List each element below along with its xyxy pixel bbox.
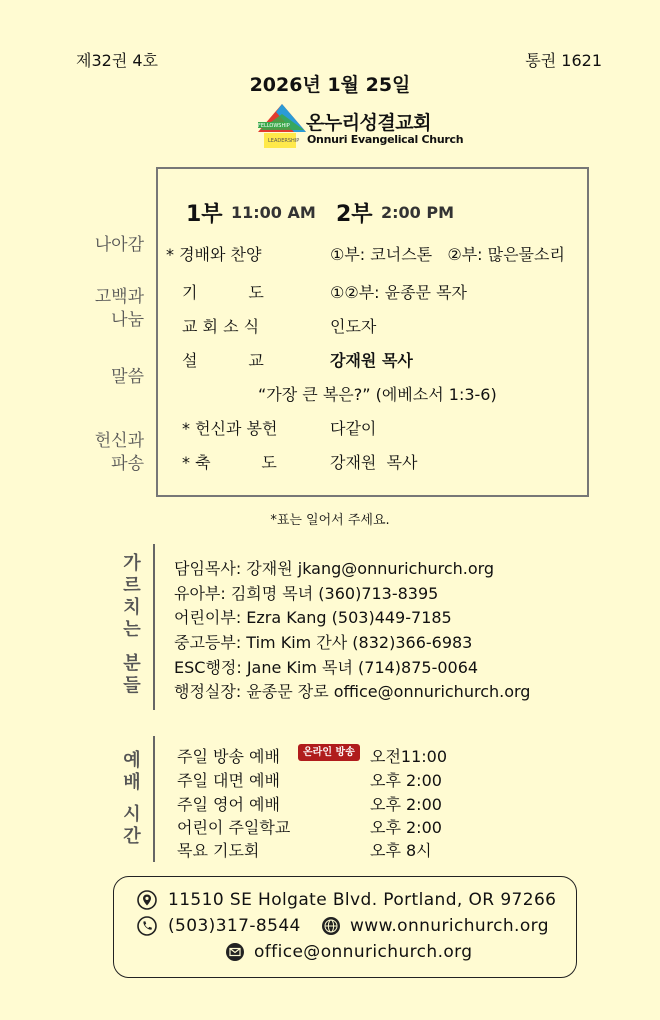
order-item-prayer: 기 도 <box>182 283 264 302</box>
schedule-title-char: 시 <box>123 804 141 825</box>
globe-icon <box>321 916 341 936</box>
schedule-title-gap <box>120 794 144 804</box>
schedule-sunday-school-time: 오후 2:00 <box>370 818 442 837</box>
order-detail-prayer: ①②부: 윤종문 목자 <box>330 283 467 302</box>
staff-title-char: 치 <box>123 597 141 618</box>
service-1-time: 11:00 AM <box>231 203 316 222</box>
location-pin-icon <box>137 890 157 910</box>
schedule-broadcast-time: 오전11:00 <box>370 747 448 766</box>
staff-title-char: 는 <box>123 619 141 640</box>
order-detail-news: 인도자 <box>330 317 377 336</box>
mail-icon <box>225 942 245 962</box>
order-detail-offering: 다같이 <box>330 419 377 438</box>
staff-title <box>120 553 144 697</box>
contact-website[interactable]: www.onnurichurch.org <box>350 916 549 936</box>
order-detail-praise: ①부: 코너스톤 ②부: 많은물소리 <box>330 245 565 264</box>
logo-emblem-word-2: LEADERSHIP <box>268 138 300 144</box>
staff-title-char: 르 <box>123 575 141 596</box>
bulletin-date: 2026년 1월 25일 <box>249 74 411 96</box>
staff-title-char: 가 <box>123 553 141 574</box>
staff-children: 어린이부: Ezra Kang (503)449-7185 <box>174 608 452 627</box>
section-approach: 나아감 <box>94 235 144 255</box>
church-name: 온누리성결교회 <box>306 112 431 134</box>
order-item-offering: * 헌신과 봉헌 <box>182 419 278 438</box>
sermon-title: “가장 큰 복은?” (에베소서 1:3-6) <box>258 385 497 404</box>
schedule-inperson-time: 오후 2:00 <box>370 771 442 790</box>
section-sharing: 나눔 <box>111 310 144 330</box>
staff-admin: 행정실장: 윤종문 장로 office@onnurichurch.org <box>174 682 531 701</box>
staff-esc: ESC행정: Jane Kim 목녀 (714)875-0064 <box>174 658 479 677</box>
schedule-sunday-school-name: 어린이 주일학교 <box>177 818 291 837</box>
order-detail-benediction: 강재원 목사 <box>330 453 418 472</box>
schedule-title-char: 배 <box>123 772 141 793</box>
schedule-title <box>120 750 144 848</box>
service-2-time: 2:00 PM <box>381 203 455 222</box>
schedule-title-char: 간 <box>123 826 141 847</box>
schedule-inperson-name: 주일 대면 예배 <box>177 771 280 790</box>
staff-divider <box>153 544 155 710</box>
standing-note: *표는 일어서 주세요. <box>270 513 390 528</box>
section-confession: 고백과 <box>94 287 144 307</box>
staff-title-gap <box>120 641 144 653</box>
staff-title-char: 들 <box>123 675 141 696</box>
schedule-english-name: 주일 영어 예배 <box>177 795 280 814</box>
schedule-prayer-name: 목요 기도회 <box>177 841 260 860</box>
phone-icon <box>137 916 157 936</box>
order-item-sermon: 설 교 <box>182 351 264 370</box>
schedule-divider <box>153 736 155 862</box>
order-item-benediction: * 축 도 <box>182 453 277 472</box>
staff-youth: 중고등부: Tim Kim 간사 (832)366-6983 <box>174 633 473 652</box>
order-item-news: 교 회 소 식 <box>182 317 260 336</box>
volume-number: 제32권 4호 <box>76 51 158 70</box>
section-sending: 파송 <box>111 454 144 474</box>
staff-title-char: 분 <box>123 653 141 674</box>
order-item-praise: * 경배와 찬양 <box>166 245 262 264</box>
schedule-broadcast-name: 주일 방송 예배 <box>177 747 280 766</box>
staff-infant: 유아부: 김희명 목녀 (360)713-8395 <box>174 584 439 603</box>
contact-email[interactable]: office@onnurichurch.org <box>254 942 473 962</box>
contact-phone: (503)317-8544 <box>168 916 301 936</box>
service-2-label: 2부 <box>336 202 373 227</box>
schedule-prayer-time: 오후 8시 <box>370 841 432 860</box>
service-1-label: 1부 <box>186 202 223 227</box>
church-name-english: Onnuri Evangelical Church <box>307 133 464 146</box>
section-word: 말씀 <box>111 367 144 387</box>
logo-emblem-word-1: FELLOWSHIP <box>258 123 290 129</box>
online-broadcast-badge: 온라인 방송 <box>298 744 360 761</box>
section-devotion: 헌신과 <box>94 431 144 451</box>
schedule-english-time: 오후 2:00 <box>370 795 442 814</box>
contact-address: 11510 SE Holgate Blvd. Portland, OR 97266 <box>168 890 557 910</box>
order-detail-sermon: 강재원 목사 <box>330 351 413 370</box>
staff-pastor: 담임목사: 강재원 jkang@onnurichurch.org <box>174 559 495 578</box>
issue-number: 통권 1621 <box>525 51 602 70</box>
schedule-title-char: 예 <box>123 750 141 771</box>
